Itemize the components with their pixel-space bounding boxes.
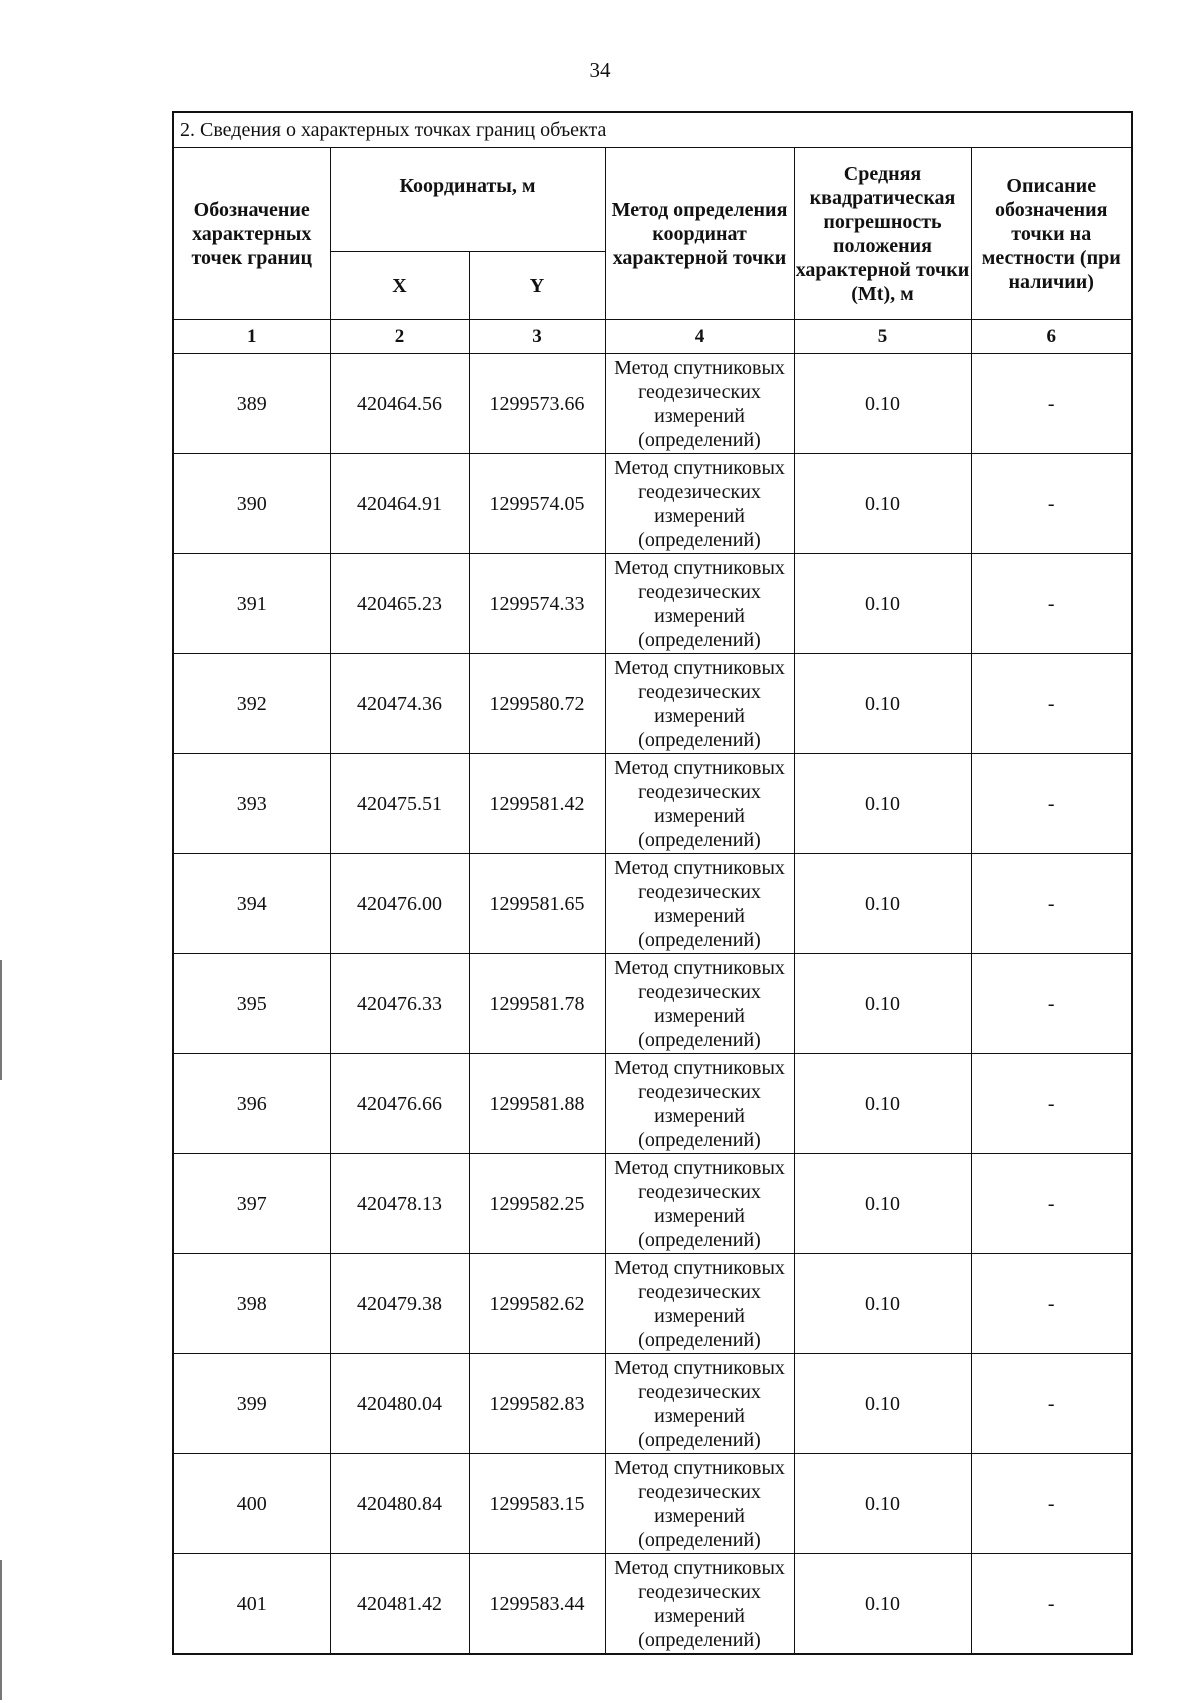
table-row (173, 854, 1132, 954)
table-row (173, 654, 1132, 754)
x-coordinate-cell: 420480.84 (330, 1454, 469, 1554)
error-cell: 0.10 (794, 654, 971, 754)
point-cell: 395 (173, 954, 330, 1054)
error-cell: 0.10 (794, 454, 971, 554)
error-cell: 0.10 (794, 1354, 971, 1454)
x-coordinate-cell: 420478.13 (330, 1154, 469, 1254)
x-coordinate-cell: 420476.00 (330, 854, 469, 954)
description-cell: - (971, 754, 1132, 854)
x-coordinate-cell: 420476.33 (330, 954, 469, 1054)
y-coordinate-cell: 1299582.25 (469, 1154, 605, 1254)
header-description: Описание обозначения точки на местности (при наличии) (971, 148, 1132, 320)
column-number: 6 (971, 320, 1132, 354)
x-coordinate-cell: 420479.38 (330, 1254, 469, 1354)
column-number: 4 (605, 320, 794, 354)
point-cell: 390 (173, 454, 330, 554)
table-row (173, 754, 1132, 854)
error-cell: 0.10 (794, 354, 971, 454)
description-cell: - (971, 1554, 1132, 1655)
error-cell: 0.10 (794, 554, 971, 654)
point-cell: 389 (173, 354, 330, 454)
y-coordinate-cell: 1299582.62 (469, 1254, 605, 1354)
y-coordinate-cell: 1299573.66 (469, 354, 605, 454)
table-row (173, 1354, 1132, 1454)
y-coordinate-cell: 1299574.33 (469, 554, 605, 654)
column-number: 5 (794, 320, 971, 354)
point-cell: 392 (173, 654, 330, 754)
y-coordinate-cell: 1299582.83 (469, 1354, 605, 1454)
header-method: Метод определения координат характерной точки (605, 148, 794, 320)
error-cell: 0.10 (794, 1454, 971, 1554)
method-cell: Метод спутниковых геодезических измерений (определений) (605, 554, 794, 654)
y-coordinate-cell: 1299581.65 (469, 854, 605, 954)
point-cell: 398 (173, 1254, 330, 1354)
x-coordinate-cell: 420465.23 (330, 554, 469, 654)
error-cell: 0.10 (794, 754, 971, 854)
method-cell: Метод спутниковых геодезических измерений (определений) (605, 454, 794, 554)
description-cell: - (971, 1054, 1132, 1154)
description-cell: - (971, 854, 1132, 954)
description-cell: - (971, 1254, 1132, 1354)
method-cell: Метод спутниковых геодезических измерений (определений) (605, 1454, 794, 1554)
page-number: 34 (589, 58, 611, 82)
error-cell: 0.10 (794, 1254, 971, 1354)
y-coordinate-cell: 1299580.72 (469, 654, 605, 754)
header-coords: Координаты, м (330, 148, 605, 252)
table-row (173, 1254, 1132, 1354)
section-title: 2. Сведения о характерных точках границ объекта (173, 112, 1132, 148)
method-cell: Метод спутниковых геодезических измерений (определений) (605, 1354, 794, 1454)
description-cell: - (971, 654, 1132, 754)
point-cell: 393 (173, 754, 330, 854)
error-cell: 0.10 (794, 854, 971, 954)
method-cell: Метод спутниковых геодезических измерений (определений) (605, 1554, 794, 1655)
column-number: 2 (330, 320, 469, 354)
method-cell: Метод спутниковых геодезических измерений (определений) (605, 854, 794, 954)
y-coordinate-cell: 1299583.44 (469, 1554, 605, 1655)
table-row (173, 354, 1132, 454)
description-cell: - (971, 1354, 1132, 1454)
x-coordinate-cell: 420474.36 (330, 654, 469, 754)
y-coordinate-cell: 1299583.15 (469, 1454, 605, 1554)
header-point: Обозначение характерных точек границ (173, 148, 330, 320)
column-numbers-row (173, 320, 1132, 354)
error-cell: 0.10 (794, 1554, 971, 1655)
x-coordinate-cell: 420476.66 (330, 1054, 469, 1154)
y-coordinate-cell: 1299574.05 (469, 454, 605, 554)
header-x: X (330, 252, 469, 320)
point-cell: 397 (173, 1154, 330, 1254)
column-number: 3 (469, 320, 605, 354)
method-cell: Метод спутниковых геодезических измерений (определений) (605, 954, 794, 1054)
description-cell: - (971, 1454, 1132, 1554)
point-cell: 401 (173, 1554, 330, 1655)
x-coordinate-cell: 420464.56 (330, 354, 469, 454)
table-row (173, 954, 1132, 1054)
x-coordinate-cell: 420481.42 (330, 1554, 469, 1655)
method-cell: Метод спутниковых геодезических измерений (определений) (605, 1254, 794, 1354)
point-cell: 396 (173, 1054, 330, 1154)
point-cell: 394 (173, 854, 330, 954)
point-cell: 399 (173, 1354, 330, 1454)
column-number: 1 (173, 320, 330, 354)
error-cell: 0.10 (794, 1054, 971, 1154)
method-cell: Метод спутниковых геодезических измерений (определений) (605, 354, 794, 454)
description-cell: - (971, 454, 1132, 554)
table-row (173, 1454, 1132, 1554)
table-row (173, 454, 1132, 554)
header-error: Средняя квадратическая погрешность положения характерной точки (Mt), м (794, 148, 971, 320)
method-cell: Метод спутниковых геодезических измерений (определений) (605, 654, 794, 754)
description-cell: - (971, 954, 1132, 1054)
y-coordinate-cell: 1299581.78 (469, 954, 605, 1054)
x-coordinate-cell: 420480.04 (330, 1354, 469, 1454)
table-row (173, 1154, 1132, 1254)
boundary-points-table (172, 111, 1133, 1655)
method-cell: Метод спутниковых геодезических измерений (определений) (605, 1154, 794, 1254)
method-cell: Метод спутниковых геодезических измерений (определений) (605, 754, 794, 854)
y-coordinate-cell: 1299581.88 (469, 1054, 605, 1154)
table-row (173, 554, 1132, 654)
table-row (173, 1554, 1132, 1655)
point-cell: 391 (173, 554, 330, 654)
point-cell: 400 (173, 1454, 330, 1554)
y-coordinate-cell: 1299581.42 (469, 754, 605, 854)
x-coordinate-cell: 420464.91 (330, 454, 469, 554)
x-coordinate-cell: 420475.51 (330, 754, 469, 854)
description-cell: - (971, 354, 1132, 454)
scan-edge-mark (0, 1560, 2, 1700)
method-cell: Метод спутниковых геодезических измерений (определений) (605, 1054, 794, 1154)
scan-edge-mark (0, 960, 2, 1080)
error-cell: 0.10 (794, 1154, 971, 1254)
description-cell: - (971, 1154, 1132, 1254)
description-cell: - (971, 554, 1132, 654)
table-row (173, 1054, 1132, 1154)
header-y: Y (469, 252, 605, 320)
error-cell: 0.10 (794, 954, 971, 1054)
